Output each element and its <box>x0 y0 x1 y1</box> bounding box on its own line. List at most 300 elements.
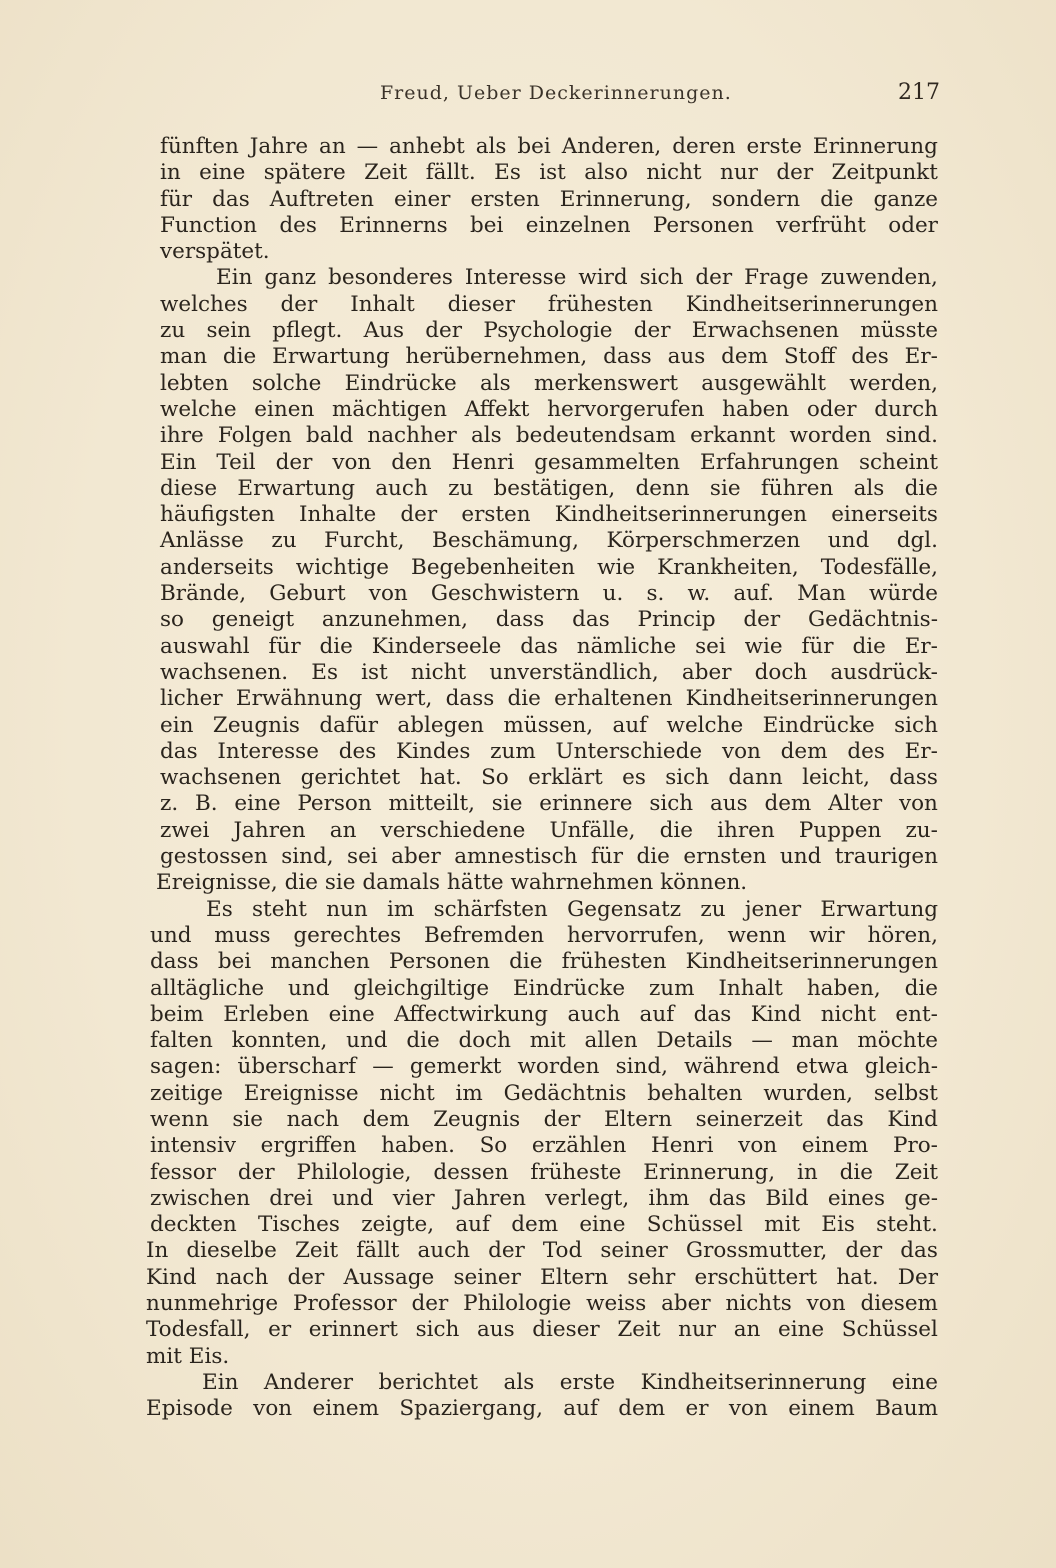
word: gemerkt <box>409 1054 502 1080</box>
word: von <box>332 449 372 475</box>
word: Beschämung, <box>432 528 579 554</box>
word: der <box>400 502 438 528</box>
word: So <box>479 1133 508 1159</box>
word: einem <box>801 1133 869 1159</box>
word: ent- <box>895 1001 938 1027</box>
word: die <box>904 475 938 501</box>
word: herübernehmen, <box>405 344 588 370</box>
word: man <box>791 1028 839 1054</box>
word: Function <box>160 212 257 238</box>
word: Jahren <box>233 817 306 843</box>
word: einem <box>312 1396 380 1422</box>
word: des <box>338 738 377 764</box>
word: sind, <box>281 844 334 870</box>
word: sagen: <box>150 1054 222 1080</box>
word: Philologie <box>463 1291 572 1317</box>
word: ihren <box>717 817 775 843</box>
word: Erinnerung, <box>559 186 692 212</box>
word: — <box>372 1054 394 1080</box>
word: zu- <box>905 817 938 843</box>
word: Krankheiten, <box>657 554 799 580</box>
word: nun <box>326 896 368 922</box>
word: ergriffen <box>260 1133 357 1159</box>
word: aus <box>667 344 706 370</box>
word: haben <box>722 396 790 422</box>
word: möchte <box>857 1028 938 1054</box>
word: Ein <box>160 449 197 475</box>
word: wenn <box>727 922 787 948</box>
word: sei <box>695 633 726 659</box>
word: die <box>636 844 670 870</box>
word: als <box>853 475 885 501</box>
word: dass <box>150 949 199 975</box>
word: ausgewählt <box>701 370 827 396</box>
word: häufigsten <box>160 502 275 528</box>
word: dem <box>721 344 768 370</box>
word: welches <box>160 291 248 317</box>
word: Eindrücke <box>344 370 457 396</box>
word: wenn <box>150 1106 209 1132</box>
word: Professor <box>292 1291 397 1317</box>
word: Unfälle, <box>549 817 636 843</box>
word: fällt <box>356 1238 400 1264</box>
running-title: Freud, Ueber Deckerinnerungen. <box>380 82 732 104</box>
word: Pro- <box>892 1133 938 1159</box>
text-line <box>146 686 938 712</box>
word: Puppen <box>798 817 882 843</box>
text-line <box>146 607 938 633</box>
word: eine <box>777 1317 825 1343</box>
word: erste <box>559 1369 616 1395</box>
word: w. <box>687 581 711 607</box>
word: ge- <box>904 1185 938 1211</box>
word: eine <box>579 1212 626 1238</box>
word: früheste <box>530 1159 622 1185</box>
word: für <box>801 633 834 659</box>
word: Baum <box>875 1396 938 1422</box>
word: so <box>160 607 184 633</box>
text-line <box>146 818 938 844</box>
word: doch <box>754 659 808 685</box>
word: führen <box>760 475 834 501</box>
word: und <box>346 1028 388 1054</box>
word: also <box>584 160 628 186</box>
word: zuwenden, <box>820 265 938 291</box>
word: von <box>898 791 938 817</box>
word: Stoff <box>783 344 836 370</box>
word: dem <box>764 791 812 817</box>
word: ganz <box>264 265 317 291</box>
word: unverständlich, <box>489 659 659 685</box>
word: Eis <box>821 1212 855 1238</box>
word: überscharf <box>237 1054 357 1080</box>
word: eines <box>827 1185 886 1211</box>
word: Kindes <box>396 738 471 764</box>
word: während <box>684 1054 780 1080</box>
text-line <box>146 213 938 239</box>
word: selbst <box>873 1080 938 1106</box>
word: die <box>659 817 694 843</box>
word: Gedächtnis <box>503 1080 627 1106</box>
word: Erwartung <box>237 475 355 501</box>
word: eine <box>199 160 246 186</box>
text-line <box>146 476 938 502</box>
word: doch <box>458 1028 512 1054</box>
word: sich <box>894 712 938 738</box>
word: ganze <box>873 186 938 212</box>
word: Ein <box>216 265 253 291</box>
word: u. <box>602 581 624 607</box>
word: sich <box>639 265 684 291</box>
word: wert, <box>375 686 433 712</box>
word: die <box>507 686 541 712</box>
word: Eindrücke <box>762 712 875 738</box>
word: die <box>839 1159 873 1185</box>
word: steht <box>252 896 307 922</box>
word: Kindheitserinnerungen <box>685 686 938 712</box>
word: in <box>796 1159 818 1185</box>
text-line <box>146 502 938 528</box>
word: Zeit <box>364 160 408 186</box>
word: lebten <box>160 370 229 396</box>
word: Zeit <box>617 1317 661 1343</box>
word: Zeit <box>294 1238 339 1264</box>
word: auf <box>455 1212 490 1238</box>
word: müsste <box>860 318 938 344</box>
word: im <box>387 896 415 922</box>
word: wachsenen <box>160 765 282 791</box>
word: Gegensatz <box>567 896 682 922</box>
word: Er- <box>904 633 938 659</box>
word: erzählen <box>531 1133 627 1159</box>
word: aus <box>709 791 748 817</box>
text-line <box>146 897 938 923</box>
word: die <box>284 870 318 896</box>
word: können. <box>660 870 748 896</box>
word: Geburt <box>269 581 346 607</box>
word: muss <box>214 922 271 948</box>
word: Furcht, <box>324 528 405 554</box>
word: das <box>160 738 198 764</box>
word: amnestisch <box>454 844 578 870</box>
word: mächtigen <box>332 396 447 422</box>
word: allen <box>584 1028 638 1054</box>
word: berichtet <box>378 1369 479 1395</box>
word: ist <box>539 160 566 186</box>
word: welche <box>160 396 237 422</box>
word: fessor <box>150 1159 216 1185</box>
word: ersten <box>470 186 540 212</box>
word: dieser <box>447 291 516 317</box>
word: hervorgerufen <box>547 396 705 422</box>
word: Eindrücke <box>512 975 626 1001</box>
word: einen <box>254 396 315 422</box>
word: Episode <box>146 1396 233 1422</box>
word: als <box>479 370 511 396</box>
word: auch <box>375 475 428 501</box>
word: der <box>776 160 814 186</box>
word: geneigt <box>211 607 295 633</box>
word: welche <box>666 712 744 738</box>
word: Aus <box>363 318 405 344</box>
word: wahrnehmen <box>510 870 654 896</box>
word: auf. <box>733 581 775 607</box>
word: seiner <box>453 1264 521 1290</box>
word: ist <box>361 659 388 685</box>
word: falten <box>150 1028 213 1054</box>
word: dem <box>511 1212 559 1238</box>
word: beim <box>150 1001 204 1027</box>
word: bei <box>217 949 252 975</box>
word: Auftreten <box>269 186 374 212</box>
word: ersten <box>461 502 531 528</box>
word: Inhalte <box>299 502 377 528</box>
word: verspätet. <box>160 239 270 265</box>
word: bald <box>305 423 354 449</box>
word: zwei <box>160 817 210 843</box>
word: dass <box>603 344 652 370</box>
word: Interesse <box>217 738 319 764</box>
word: von <box>721 738 761 764</box>
word: sein <box>206 318 251 344</box>
word: Folgen <box>217 423 292 449</box>
word: gerechtes <box>293 922 402 948</box>
word: die <box>319 633 353 659</box>
word: der <box>695 265 733 291</box>
text-line <box>146 791 938 817</box>
text-line <box>146 528 938 554</box>
text-line <box>146 660 938 686</box>
word: Personen <box>652 212 754 238</box>
word: auf <box>639 1001 675 1027</box>
text-line <box>146 634 938 660</box>
word: denn <box>635 475 690 501</box>
word: der <box>411 1291 449 1317</box>
word: merkenswert <box>533 370 679 396</box>
text-line <box>146 1081 938 1107</box>
word: an <box>329 817 357 843</box>
word: Er- <box>904 738 938 764</box>
word: und <box>827 528 870 554</box>
word: als <box>475 134 507 159</box>
text-line <box>146 713 938 739</box>
word: durch <box>874 396 938 422</box>
word: Kindheitserinnerungen <box>685 949 938 975</box>
word: zum <box>648 975 695 1001</box>
word: Zeugnis <box>433 1106 521 1132</box>
word: zu <box>271 528 297 554</box>
word: gleich- <box>864 1054 938 1080</box>
word: hätte <box>446 870 504 896</box>
word: erste <box>746 134 802 159</box>
word: von <box>738 1133 778 1159</box>
word: den <box>391 449 432 475</box>
word: Psychologie <box>483 318 613 344</box>
word: Zeit <box>894 1159 938 1185</box>
word: sich <box>649 791 694 817</box>
word: dieser <box>532 1317 600 1343</box>
body-text <box>146 134 938 1423</box>
word: an <box>319 134 346 159</box>
word: Kindheitserinnerung <box>640 1369 867 1395</box>
word: als <box>470 423 502 449</box>
text-line <box>146 739 938 765</box>
word: Kind <box>146 1264 197 1290</box>
word: aber <box>681 659 732 685</box>
word: hat. <box>836 1264 879 1290</box>
word: erklärt <box>528 765 603 791</box>
word: ausdrück- <box>830 659 938 685</box>
word: Affectwirkung <box>394 1001 549 1027</box>
word: diesem <box>860 1291 938 1317</box>
word: Bild <box>765 1185 809 1211</box>
page-number: 217 <box>898 80 940 105</box>
word: dessen <box>433 1159 509 1185</box>
word: auch <box>567 1001 621 1027</box>
word: Anlässe <box>160 528 244 554</box>
text-line <box>146 1212 938 1238</box>
word: Es <box>206 896 233 922</box>
word: nicht <box>410 659 467 685</box>
word: — <box>356 134 379 159</box>
word: nur <box>678 1317 717 1343</box>
word: Person <box>297 791 372 817</box>
text-line <box>146 844 938 870</box>
word: leicht, <box>802 765 870 791</box>
word: Tod <box>542 1238 583 1264</box>
word: von <box>806 1291 846 1317</box>
word: und <box>288 975 330 1001</box>
text-line <box>146 1133 938 1159</box>
word: einem <box>788 1396 855 1422</box>
text-line <box>146 1291 938 1317</box>
word: z. <box>160 791 179 817</box>
word: es <box>622 765 646 791</box>
word: s. <box>646 581 665 607</box>
word: der <box>845 1238 883 1264</box>
word: erhaltenen <box>554 686 673 712</box>
word: haben. <box>381 1133 455 1159</box>
word: der <box>633 318 671 344</box>
word: eine <box>234 791 281 817</box>
word: Zeitpunkt <box>831 160 938 186</box>
word: dem <box>780 738 828 764</box>
word: Es <box>311 659 339 685</box>
text-line <box>146 371 938 397</box>
word: Tisches <box>258 1212 340 1238</box>
word: Anderer <box>263 1369 354 1395</box>
word: dafür <box>319 712 378 738</box>
word: sehr <box>627 1264 676 1290</box>
word: Kind <box>887 1106 938 1132</box>
word: als <box>503 1369 535 1395</box>
word: das <box>212 186 250 212</box>
word: nämliche <box>576 633 677 659</box>
word: spätere <box>263 160 346 186</box>
word: mit <box>146 1343 182 1369</box>
word: Jahren <box>453 1185 527 1211</box>
word: aber <box>391 844 441 870</box>
word: die <box>509 949 543 975</box>
word: gesammelten <box>534 449 681 475</box>
text-line <box>146 923 938 949</box>
word: Erwartung <box>820 896 938 922</box>
word: diese <box>160 475 218 501</box>
word: Ein <box>202 1369 239 1395</box>
word: In <box>146 1238 169 1264</box>
word: von <box>253 1396 293 1422</box>
word: dem <box>618 1396 666 1422</box>
word: das <box>520 633 558 659</box>
word: Kind <box>750 1001 802 1027</box>
word: der <box>743 607 781 633</box>
word: Schüssel <box>646 1212 743 1238</box>
word: Kindheitserinnerungen <box>554 502 808 528</box>
word: hervorrufen, <box>566 922 705 948</box>
word: Erleben <box>223 1001 310 1027</box>
word: er <box>685 1396 709 1422</box>
word: seiner <box>600 1238 668 1264</box>
word: müssen, <box>503 712 594 738</box>
word: Erfahrungen <box>700 449 839 475</box>
word: dem <box>362 1106 410 1132</box>
word: bestätigen, <box>493 475 616 501</box>
word: Princip <box>637 607 716 633</box>
word: sich <box>665 765 710 791</box>
word: von <box>728 1396 768 1422</box>
word: Affekt <box>464 396 530 422</box>
word: einzelnen <box>525 212 631 238</box>
word: Henri <box>451 449 515 475</box>
word: — <box>751 1028 773 1054</box>
word: wachsenen. <box>160 659 289 685</box>
word: So <box>481 765 509 791</box>
word: manchen <box>270 949 370 975</box>
word: das <box>572 607 610 633</box>
word: eine <box>328 1001 375 1027</box>
word: würde <box>868 581 938 607</box>
word: Alter <box>828 791 883 817</box>
word: Henri <box>651 1133 714 1159</box>
word: Erinnerung, <box>643 1159 776 1185</box>
text-line <box>146 344 938 370</box>
word: Eltern <box>540 1264 609 1290</box>
text-line <box>146 581 938 607</box>
text-line <box>146 1160 938 1186</box>
word: Geschwistern <box>430 581 580 607</box>
word: der <box>280 291 318 317</box>
word: verschiedene <box>380 817 526 843</box>
word: in <box>160 160 181 186</box>
word: sondern <box>711 186 801 212</box>
text-line <box>146 1344 938 1370</box>
word: erschüttert <box>694 1264 818 1290</box>
word: deckten <box>150 1212 237 1238</box>
word: traurigen <box>834 844 938 870</box>
word: erkannt <box>690 423 776 449</box>
word: nicht <box>820 1001 876 1027</box>
word: nur <box>719 160 758 186</box>
word: nach <box>286 1106 340 1132</box>
running-header <box>160 82 940 114</box>
word: dass <box>495 607 545 633</box>
word: Zeugnis <box>212 712 300 738</box>
text-line <box>146 976 938 1002</box>
word: Jahre <box>249 134 309 159</box>
text-line <box>146 450 938 476</box>
word: steht. <box>876 1212 938 1238</box>
word: erinnere <box>539 791 633 817</box>
